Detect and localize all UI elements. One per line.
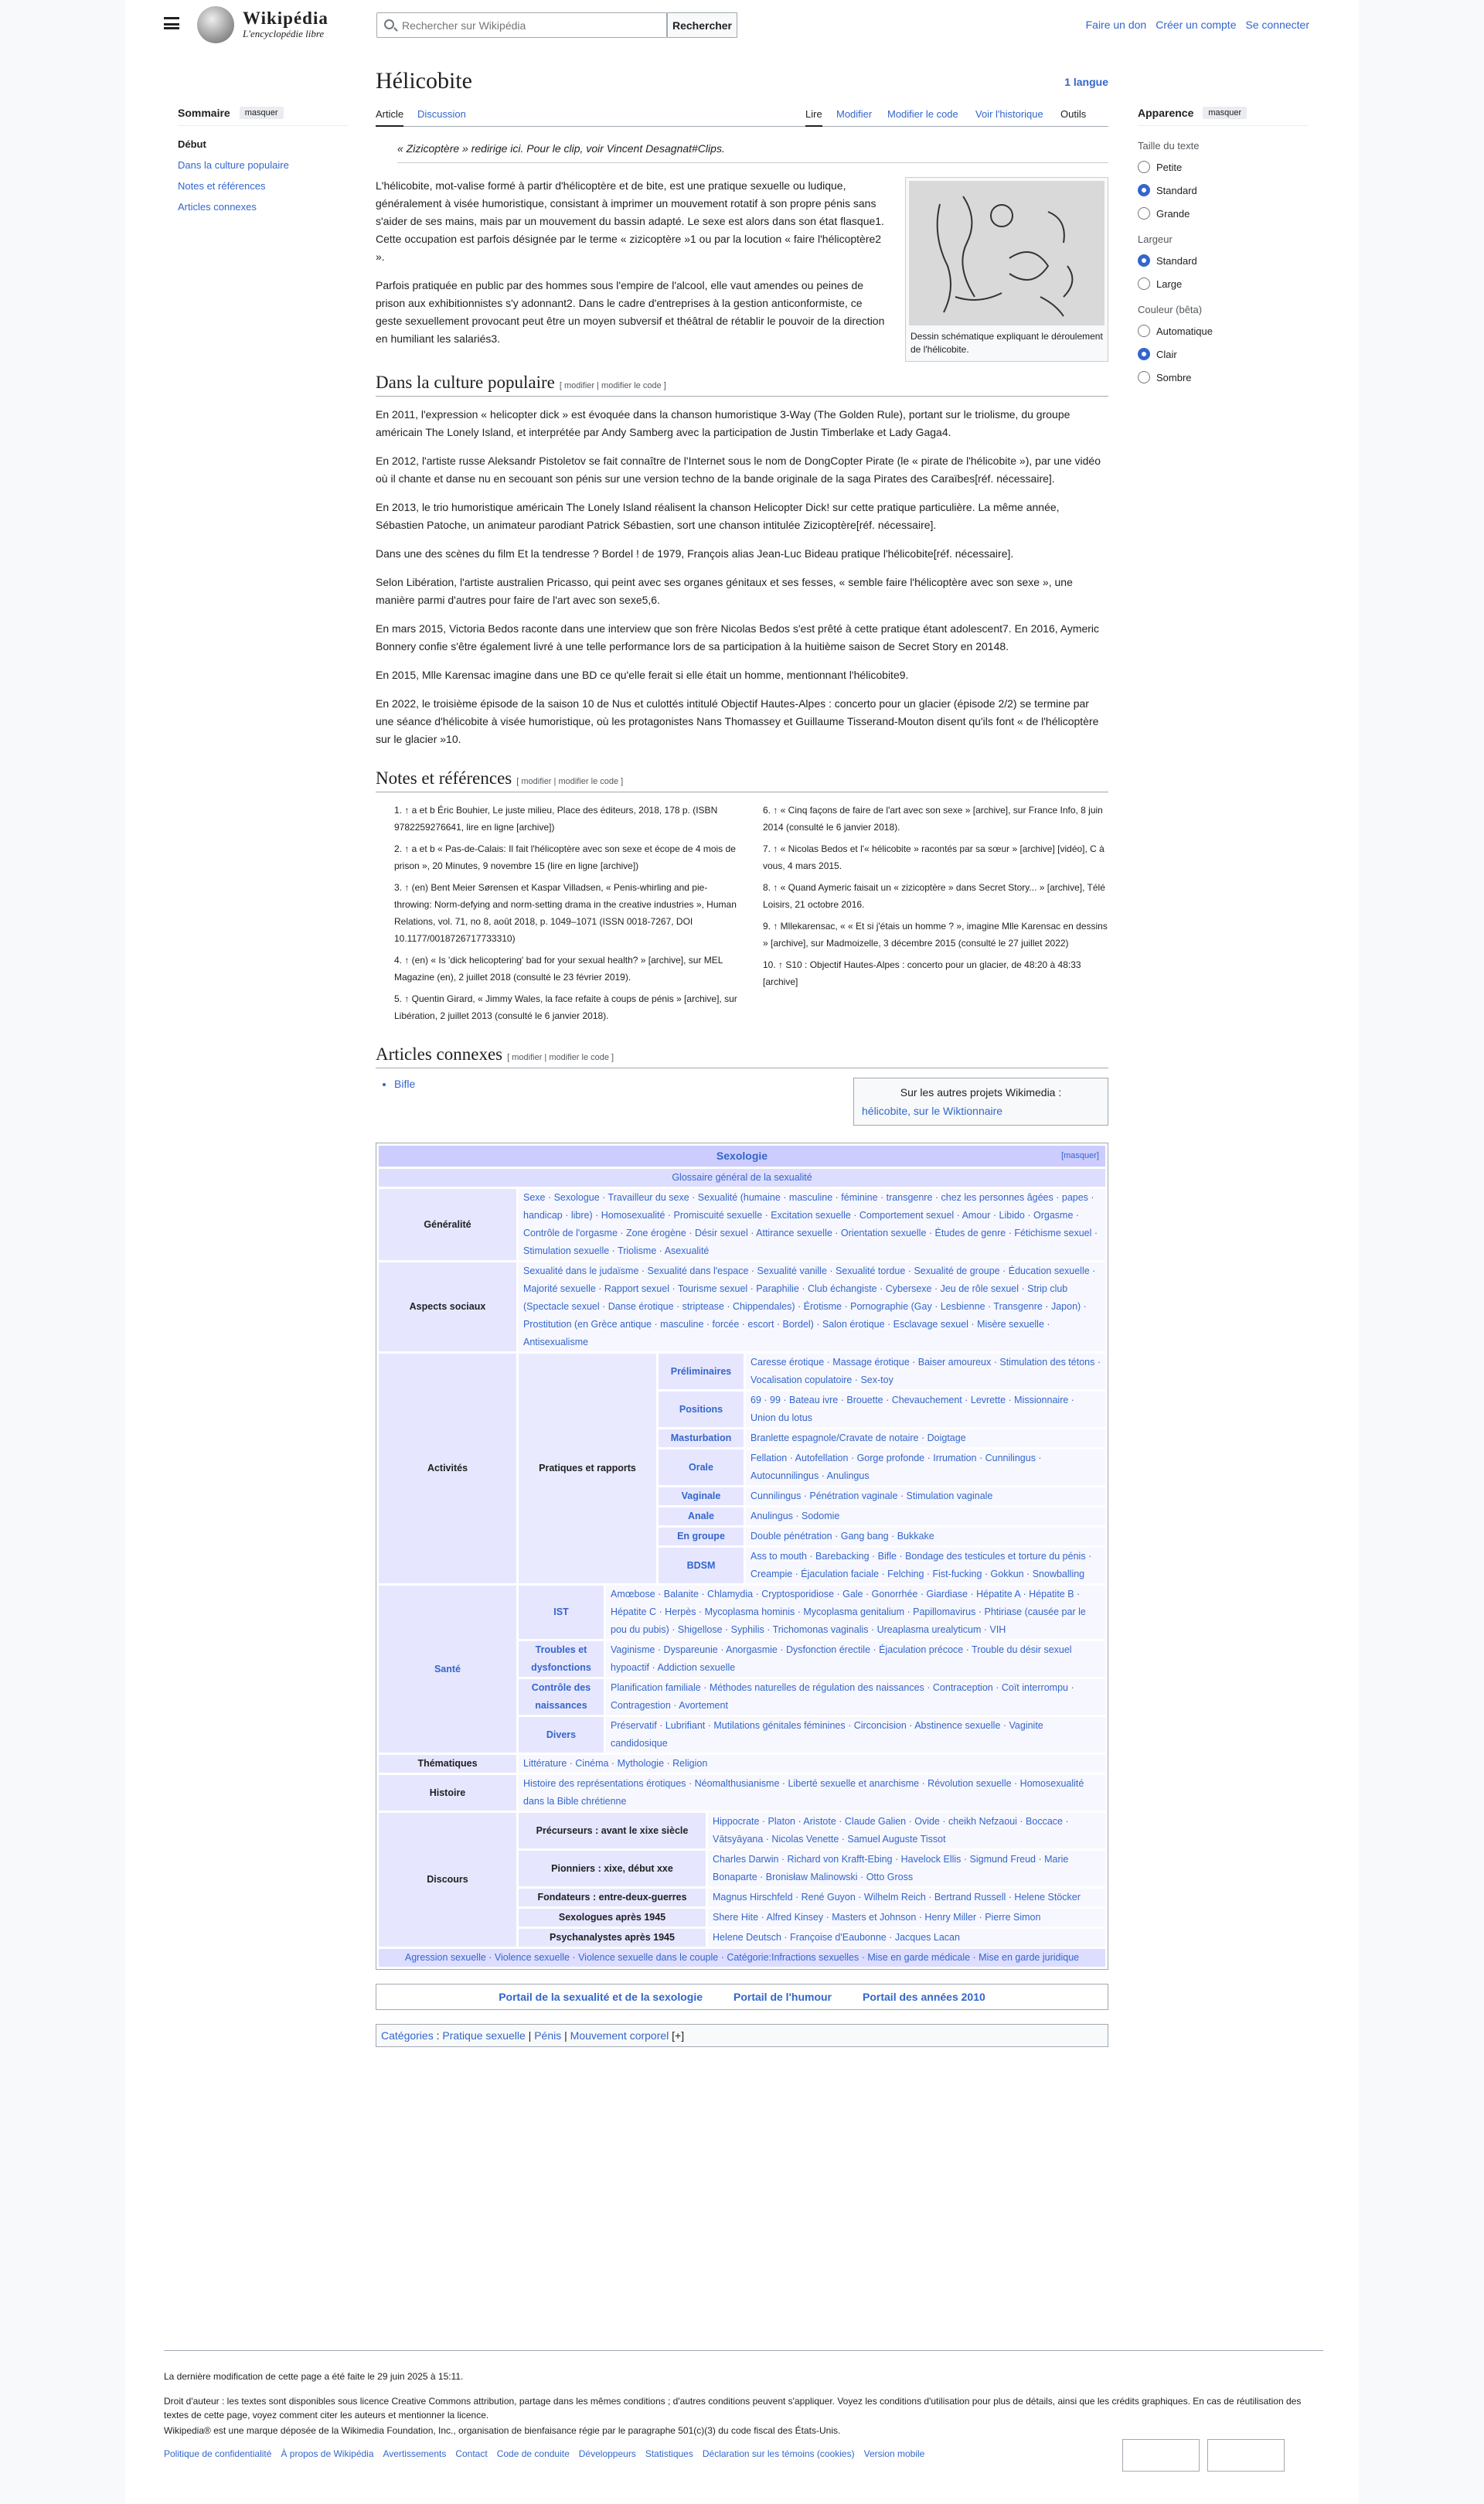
radio-width-standard[interactable]: Standard — [1138, 254, 1308, 267]
navbox-subrow — [516, 1586, 1105, 1639]
appearance-title: Apparence — [1138, 107, 1194, 119]
radio-standard[interactable]: Standard — [1138, 184, 1308, 196]
wikimedia-badge[interactable] — [1122, 2439, 1200, 2472]
portals-bar — [376, 1984, 1108, 2010]
license-text: Droit d'auteur : les textes sont disponibles sous licence Creative Commons attribution, partage dans les mêmes conditions ; d'autres conditions peuvent s'appliquer. Voyez les conditions d'utilisation pour plus de détails, ainsi que les crédits graphiques. En cas de réutilisation des textes de cette page, voyez comment citer les auteurs et mentionner la licence. — [164, 2396, 1302, 2421]
navbox-title[interactable]: Sexologie — [716, 1150, 768, 1162]
navbox-group: Santé — [379, 1586, 516, 1753]
tab-edit[interactable]: Modifier — [836, 108, 873, 120]
section-heading: Notes et références [ modifier | modifier le code ] — [376, 768, 1108, 792]
navbox-subtitle[interactable]: Glossaire général de la sexualité — [379, 1169, 1105, 1187]
wikipedia-logo[interactable] — [197, 6, 234, 43]
expand-categories[interactable]: [+] — [672, 2029, 685, 2042]
navbox-subgroup[interactable]: Précurseurs : avant le xixe siècle — [519, 1813, 706, 1848]
appearance-hide-button[interactable]: masquer — [1203, 107, 1247, 119]
search-icon — [384, 19, 394, 29]
table-of-contents — [178, 107, 348, 222]
navbox-subgroup[interactable]: Masturbation — [659, 1429, 744, 1447]
category-link[interactable]: Mouvement corporel — [570, 2029, 669, 2042]
category-link[interactable]: Pénis — [534, 2029, 562, 2042]
footer-link[interactable]: À propos de Wikipédia — [281, 2448, 374, 2459]
paragraph: En 2022, le troisième épisode de la saison 10 de Nus et culottés intitulé Objectif Hautes-Alpes : concerto pour un glacier (épisode 2/2) se termine par une séance d'hélicobite à visée humoristique, où les protagonistes Nans Thomassey et Guillaume Tisserand-Mouton disent qu'ils font « de l'hélicoptère sur le glacier »10. — [376, 697, 1099, 745]
footer — [164, 2350, 1323, 2459]
category-link[interactable]: Pratique sexuelle — [442, 2029, 526, 2042]
navbox-subrow — [656, 1528, 1105, 1545]
create-account-link[interactable]: Créer un compte — [1156, 19, 1237, 31]
paragraph: Selon Libération, l'artiste australien Pricasso, qui peint avec ses organes génitaux et ses fesses, « semble faire l'hélicoptère avec son sexe », une manière parmi d'autres pour faire de l'art avec son sexe5,6. — [376, 576, 1073, 606]
navbox-list[interactable]: Vaginisme · Dyspareunie · Anorgasmie · Dysfonction érectile · Éjaculation précoce · Trouble du désir sexuel hypoactif · Addiction sexuelle — [606, 1641, 1105, 1677]
reference-item: 9. ↑ Mllekarensac, « « Et si j'étais un homme ? », imagine Mlle Karensac en dessins » [archive], sur Madmoizelle, 3 décembre 2015 (consulté le 27 juillet 2022) — [763, 921, 1108, 949]
footer-link[interactable]: Contact — [455, 2448, 488, 2459]
edit-section-link[interactable]: [ modifier | modifier le code ] — [559, 381, 666, 390]
hatnote: « Zizicoptère » redirige ici. Pour le clip, voir Vincent Desagnat#Clips. — [397, 142, 1108, 163]
navbox-group: Thématiques — [379, 1755, 516, 1773]
login-link[interactable]: Se connecter — [1245, 19, 1309, 31]
toc-item[interactable]: Début — [178, 138, 206, 150]
figure-caption: Dessin schématique expliquant le déroulement de l'hélicobite. — [910, 331, 1103, 355]
navbox-list[interactable]: Cunnilingus · Pénétration vaginale · Stimulation vaginale — [746, 1487, 1105, 1505]
portal-link[interactable]: Portail de l'humour — [733, 1991, 832, 2003]
footer-link[interactable]: Statistiques — [645, 2448, 693, 2459]
search-button[interactable]: Rechercher — [667, 12, 737, 38]
figure — [905, 177, 1108, 362]
paragraph: En mars 2015, Victoria Bedos raconte dans une interview que son frère Nicolas Bedos s'est prêté à cette pratique étant adolescent7. En 2016, Aymeric Bonnery confie s'être également livré à une telle performance lors de sa participation à la huitième saison de Secret Story en 20148. — [376, 622, 1100, 652]
navbox-list[interactable]: Sexe · Sexologue · Travailleur du sexe · Sexualité (humaine · masculine · féminine · transgenre · chez les personnes âgées · papes · handicap · libre) · Homosexualité · Promiscuité sexuelle · Excitation sexuelle · Comportement sexuel · Amour · Libido · Orgasme · Contrôle de l'orgasme · Zone érogène · Désir sexuel · Attirance sexuelle · Orientation sexuelle · Études de genre · Fétichisme sexuel · Stimulation sexuelle · Triolisme · Asexualité — [519, 1189, 1105, 1260]
edit-section-link[interactable]: [ modifier | modifier le code ] — [516, 777, 624, 786]
navbox-subrow — [516, 1641, 1105, 1677]
navbox-group: Généralité — [379, 1189, 516, 1260]
edit-section-link[interactable]: [ modifier | modifier le code ] — [507, 1053, 614, 1062]
reference-item: 10. ↑ S10 : Objectif Hautes-Alpes : concerto pour un glacier, de 48:20 à 48:33 [archive] — [763, 959, 1081, 987]
width-label: Largeur — [1138, 233, 1173, 245]
radio-dark[interactable]: Sombre — [1138, 371, 1308, 383]
navbox-list[interactable]: Ass to mouth · Barebacking · Bifle · Bondage des testicules et torture du pénis · Creampie · Éjaculation faciale · Felching · Fist-fucking · Gokkun · Snowballing — [746, 1548, 1105, 1583]
navbox-group: Discours — [379, 1813, 516, 1947]
reference-item: 2. ↑ a et b « Pas-de-Calais: Il fait l'hélicoptère avec son sexe et écope de 4 mois de prison », 20 Minutes, 9 novembre 15 (lire en ligne [archive]) — [394, 843, 736, 871]
section-heading: Dans la culture populaire [ modifier | modifier le code ] — [376, 373, 1108, 397]
reference-item: 8. ↑ « Quand Aymeric faisait un « zizicoptère » dans Secret Story... » [archive], Télé Loisirs, 21 octobre 2016. — [763, 882, 1105, 910]
search-box[interactable] — [376, 12, 667, 38]
paragraph: L'hélicobite, mot-valise formé à partir d'hélicoptère et de bite, est une pratique sexuelle ou ludique, généralement à visée humoristique, consistant à imprimer un mouvement rotatif à son propre pénis sans s'aider de ses mains, mais par un mouvement du bassin adapté. Le sexe est alors dans son état flasque1. Cette occupation est parfois désignée par le terme « zizicoptère »1 ou par la locution « faire l'hélicoptère2 ». — [376, 179, 884, 263]
tab-edit-source[interactable]: Modifier le code — [887, 108, 958, 120]
navbox-list[interactable]: Shere Hite · Alfred Kinsey · Masters et Johnson · Henry Miller · Pierre Simon — [708, 1909, 1105, 1927]
tools-menu[interactable]: Outils — [1060, 108, 1087, 120]
navbox-activites — [379, 1354, 1105, 1583]
page-title: Hélicobite — [376, 68, 472, 94]
navbox-subrow — [656, 1487, 1105, 1505]
paragraph: En 2012, l'artiste russe Aleksandr Pistoletov se fait connaître de l'Internet sous le nom de DongCopter Pirate (le « pirate de l'hélicobite »), par une vidéo où il chante et danse nu en secouant son pénis sur une version techno de la bande originale de la saga Pirates des Caraïbes[réf. nécessaire]. — [376, 455, 1101, 485]
navbox-subgroup: Pratiques et rapports — [519, 1354, 656, 1583]
navbox-list[interactable]: Sexualité dans le judaïsme · Sexualité dans l'espace · Sexualité vanille · Sexualité tordue · Sexualité de groupe · Éducation sexuelle · Majorité sexuelle · Rapport sexuel · Tourisme sexuel · Paraphilie · Club échangiste · Cybersexe · Jeu de rôle sexuel · Strip club (Spectacle sexuel · Danse érotique · striptease · Chippendales) · Érotisme · Pornographie (Gay · Lesbienne · Transgenre · Japon) · Prostitution (en Grèce antique · masculine · forcée · escort · Bordel) · Salon érotique · Esclavage sexuel · Misère sexuelle · Antisexualisme — [519, 1262, 1105, 1351]
footer-link[interactable]: Déclaration sur les témoins (cookies) — [702, 2448, 855, 2459]
sister-projects-title: Sur les autres projets Wikimedia : — [900, 1086, 1062, 1099]
tab-article[interactable]: Article — [376, 108, 403, 127]
navbox-below[interactable]: Agression sexuelle · Violence sexuelle · Violence sexuelle dans le couple · Catégorie:Infractions sexuelles · Mise en garde médicale · Mise en garde juridique — [379, 1949, 1105, 1967]
navbox-subgroup[interactable]: Troubles et dysfonctions — [519, 1641, 604, 1677]
navbox-sexologie — [376, 1143, 1108, 1970]
navbox-subgroup[interactable]: IST — [519, 1586, 604, 1639]
categories-label[interactable]: Catégories — [381, 2029, 434, 2042]
navbox-list[interactable]: Anulingus · Sodomie — [746, 1508, 1105, 1525]
trademark-text: Wikipedia® est une marque déposée de la Wikimedia Foundation, Inc., organisation de bienfaisance régie par le paragraphe 501(c)(3) du code fiscal des États-Unis. — [164, 2425, 841, 2436]
menu-icon[interactable] — [164, 17, 179, 29]
text-size-label: Taille du texte — [1138, 140, 1200, 152]
navbox-list[interactable]: Histoire des représentations érotiques · Néomalthusianisme · Liberté sexuelle et anarchisme · Révolution sexuelle · Homosexualité dans la Bible chrétienne — [519, 1775, 1105, 1811]
references-list — [376, 802, 1108, 1024]
page-tabs — [376, 101, 1108, 127]
footer-link[interactable]: Politique de confidentialité — [164, 2448, 272, 2459]
navbox-subgroup[interactable]: Orale — [659, 1450, 744, 1485]
navbox-subrow — [656, 1429, 1105, 1447]
footer-link[interactable]: Code de conduite — [496, 2448, 570, 2459]
navbox-list[interactable]: Planification familiale · Méthodes naturelles de régulation des naissances · Contraception · Coït interrompu · Contragestion · Avortement — [606, 1679, 1105, 1715]
navbox-list[interactable]: Branlette espagnole/Cravate de notaire · Doigtage — [746, 1429, 1105, 1447]
navbox-list[interactable]: Charles Darwin · Richard von Krafft-Ebing · Havelock Ellis · Sigmund Freud · Marie Bonaparte · Bronisław Malinowski · Otto Gross — [708, 1851, 1105, 1886]
reference-item: 3. ↑ (en) Bent Meier Sørensen et Kaspar Villadsen, « Penis-whirling and pie-throwing: Norm-defying and norm-setting drama in the creative industries », Human Relations, vol. 71, no 8, août 2018, p. 1049–1071 (ISSN 0018-7267, DOI 10.1177/0018726717733310) — [394, 882, 737, 944]
navbox-list[interactable]: 69 · 99 · Bateau ivre · Brouette · Chevauchement · Levrette · Missionnaire · Union du lotus — [746, 1392, 1105, 1427]
radio-light[interactable]: Clair — [1138, 348, 1308, 360]
wordmark[interactable]: Wikipédia — [243, 9, 328, 28]
reference-item: 7. ↑ « Nicolas Bedos et l'« hélicobite » racontés par sa sœur » [archive] [vidéo], C à vous, 4 mars 2015. — [763, 843, 1104, 871]
portal-link[interactable]: Portail de la sexualité et de la sexologie — [499, 1991, 703, 2003]
navbox-group: Activités — [379, 1354, 516, 1583]
navbox-list[interactable]: Amœbose · Balanite · Chlamydia · Cryptosporidiose · Gale · Gonorrhée · Giardiase · Hépatite A · Hépatite B · Hépatite C · Herpès · Mycoplasma hominis · Mycoplasma genitalium · Papillomavirus · Phtiriase (causée par le pou du pubis) · Shigellose · Syphilis · Trichomonas vaginalis · Ureaplasma urealyticum · VIH — [606, 1586, 1105, 1639]
appearance-panel — [1138, 107, 1308, 394]
navbox-subrow — [516, 1889, 1105, 1906]
categories-box: Catégories : Pratique sexuelle | Pénis | Mouvement corporel [+] — [376, 2024, 1108, 2047]
navbox-subgroup[interactable]: Divers — [519, 1717, 604, 1753]
navbox-subrow — [656, 1548, 1105, 1583]
paragraph: En 2011, l'expression « helicopter dick » est évoquée dans la chanson humoristique 3-Way (The Golden Rule), portant sur le triolisme, du groupe américain The Lonely Island, et interprétée par Andy Samberg avec la participation de Justin Timberlake et Lady Gaga4. — [376, 408, 1070, 438]
navbox-list[interactable]: Préservatif · Lubrifiant · Mutilations génitales féminines · Circoncision · Abstinence sexuelle · Vaginite candidosique — [606, 1717, 1105, 1753]
portal-link[interactable]: Portail des années 2010 — [863, 1991, 985, 2003]
navbox-subrow — [656, 1392, 1105, 1427]
navbox-hide-button[interactable]: [masquer] — [1061, 1151, 1099, 1160]
color-label: Couleur (bêta) — [1138, 304, 1203, 315]
navbox-subgroup[interactable]: Psychanalystes après 1945 — [519, 1929, 706, 1947]
footer-link[interactable]: Avertissements — [383, 2448, 447, 2459]
wiktionary-link[interactable]: hélicobite, sur le Wiktionnaire — [862, 1105, 1003, 1117]
navbox-subgroup[interactable]: En groupe — [659, 1528, 744, 1545]
navbox-subgroup[interactable]: BDSM — [659, 1548, 744, 1583]
last-modified: La dernière modification de cette page a été faite le 29 juin 2025 à 15:11. — [164, 2371, 464, 2382]
navbox-list[interactable]: Helene Deutsch · Françoise d'Eaubonne · Jacques Lacan — [708, 1929, 1105, 1947]
mediawiki-badge[interactable] — [1207, 2439, 1285, 2472]
navbox-subgroup[interactable]: Préliminaires — [659, 1354, 744, 1389]
radio-width-large[interactable]: Large — [1138, 278, 1308, 290]
navbox-list[interactable]: Fellation · Autofellation · Gorge profonde · Irrumation · Cunnilingus · Autocunnilingus · Anulingus — [746, 1450, 1105, 1485]
section-heading: Articles connexes [ modifier | modifier le code ] — [376, 1044, 1108, 1068]
navbox-list[interactable]: Littérature · Cinéma · Mythologie · Religion — [519, 1755, 1105, 1773]
toc-item[interactable]: Notes et références — [178, 180, 266, 192]
navbox-subgroup[interactable]: Vaginale — [659, 1487, 744, 1505]
related-article-link[interactable]: • Bifle — [394, 1078, 1108, 1090]
navbox-subgroup[interactable]: Contrôle des naissances — [519, 1679, 604, 1715]
toc-item[interactable]: Articles connexes — [178, 201, 257, 213]
navbox-subgroup[interactable]: Fondateurs : entre-deux-guerres — [519, 1889, 706, 1906]
header — [125, 0, 1359, 49]
navbox-list[interactable]: Hippocrate · Platon · Aristote · Claude Galien · Ovide · cheikh Nefzaoui · Boccace · Vātsyāyana · Nicolas Venette · Samuel Auguste Tissot — [708, 1813, 1105, 1848]
donate-link[interactable]: Faire un don — [1085, 19, 1147, 31]
navbox-subgroup[interactable]: Anale — [659, 1508, 744, 1525]
navbox-subgroup[interactable]: Positions — [659, 1392, 744, 1427]
tagline: L'encyclopédie libre — [243, 28, 325, 39]
navbox-list[interactable]: Magnus Hirschfeld · René Guyon · Wilhelm Reich · Bertrand Russell · Helene Stöcker — [708, 1889, 1105, 1906]
toc-item[interactable]: Dans la culture populaire — [178, 159, 289, 171]
personal-links — [1086, 19, 1309, 31]
navbox-subrow — [656, 1508, 1105, 1525]
toc-title: Sommaire — [178, 107, 230, 119]
navbox-list[interactable]: Caresse érotique · Massage érotique · Baiser amoureux · Stimulation des tétons · Vocalisation copulatoire · Sex-toy — [746, 1354, 1105, 1389]
paragraph: Parfois pratiquée en public par des hommes sous l'empire de l'alcool, elle vaut amendes ou peines de prison aux exhibitionnistes s'y adonnant2. Dans le cadre d'entreprises à la gestion anticonformiste, ce geste sexuellement provocant peut être un moyen subversif et théâtral de rétablir le pouvoir de la direction en humiliant les salariés3. — [376, 279, 885, 345]
navbox-subrow — [516, 1929, 1105, 1947]
tab-discussion[interactable]: Discussion — [417, 108, 466, 120]
navbox-subrow — [516, 1717, 1105, 1753]
reference-item: 4. ↑ (en) « Is 'dick helicoptering' bad for your sexual health? » [archive], sur MEL Magazine (en), 2 juillet 2018 (consulté le 23 février 2019). — [394, 955, 723, 983]
navbox-subrow — [656, 1354, 1105, 1389]
sister-projects-box — [853, 1078, 1108, 1126]
language-button[interactable]: 1 langue — [1064, 76, 1108, 88]
navbox-subrow — [516, 1679, 1105, 1715]
navbox-group: Histoire — [379, 1775, 516, 1811]
navbox-discours — [379, 1813, 1105, 1947]
paragraph: En 2015, Mlle Karensac imagine dans une BD ce qu'elle ferait si elle était un homme, mentionnant l'hélicobite9. — [376, 669, 909, 681]
navbox-subrow — [516, 1909, 1105, 1927]
navbox-sante — [379, 1586, 1105, 1753]
page — [125, 0, 1359, 2504]
navbox-subgroup[interactable]: Sexologues après 1945 — [519, 1909, 706, 1927]
radio-large[interactable]: Grande — [1138, 207, 1308, 220]
navbox-list[interactable]: Double pénétration · Gang bang · Bukkake — [746, 1528, 1105, 1545]
footer-link[interactable]: Version mobile — [863, 2448, 925, 2459]
radio-small[interactable]: Petite — [1138, 161, 1308, 173]
radio-auto[interactable]: Automatique — [1138, 325, 1308, 337]
navbox-subrow — [656, 1450, 1105, 1485]
reference-item: 1. ↑ a et b Éric Bouhier, Le juste milieu, Place des éditeurs, 2018, 178 p. (ISBN 9782259276641, lire en ligne [archive]) — [394, 805, 718, 833]
navbox-subrow — [516, 1851, 1105, 1886]
schematic-drawing-image[interactable] — [909, 181, 1104, 325]
paragraph: En 2013, le trio humoristique américain The Lonely Island réalisent la chanson Helicopter Dick! sur cette pratique particulière. La même année, Sébastien Patoche, un animateur parodiant Patrick Sébastien, sort une chanson intitulée Zizicoptère[réf. nécessaire]. — [376, 501, 1060, 531]
tab-history[interactable]: Voir l'historique — [975, 108, 1043, 120]
search-input[interactable] — [402, 18, 657, 33]
toc-hide-button[interactable]: masquer — [240, 107, 284, 119]
navbox-subrow — [516, 1813, 1105, 1848]
reference-item: 5. ↑ Quentin Girard, « Jimmy Wales, la face refaite à coups de pénis » [archive], sur Libération, 2 juillet 2013 (consulté le 6 janvier 2018). — [394, 993, 737, 1021]
reference-item: 6. ↑ « Cinq façons de faire de l'art avec son sexe » [archive], sur France Info, 8 juin 2014 (consulté le 6 janvier 2018). — [763, 805, 1103, 833]
tab-read[interactable]: Lire — [805, 108, 822, 127]
article-content — [376, 68, 1108, 2047]
navbox-subgroup[interactable]: Pionniers : xixe, début xxe — [519, 1851, 706, 1886]
paragraph: Dans une des scènes du film Et la tendresse ? Bordel ! de 1979, François alias Jean-Luc Bideau pratique l'hélicobite[réf. nécessaire]. — [376, 547, 1014, 560]
footer-link[interactable]: Développeurs — [578, 2448, 636, 2459]
navbox-group: Aspects sociaux — [379, 1262, 516, 1351]
